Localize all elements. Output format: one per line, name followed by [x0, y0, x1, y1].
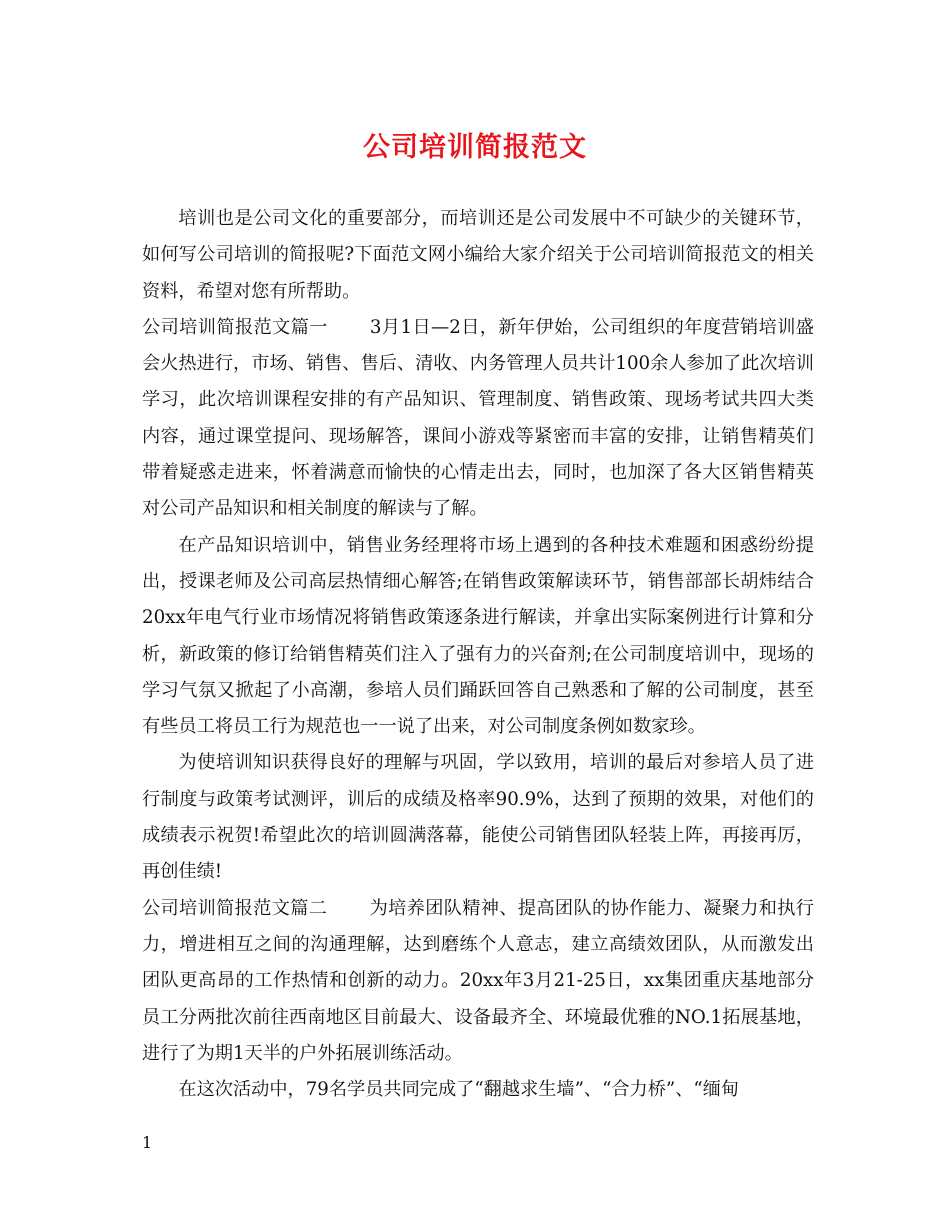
section-two-text: 为培养团队精神、提高团队的协作能力、凝聚力和执行力，增进相互之间的沟通理解，达到磨练个人意志，建立高绩效团队，从而激发出团队更高昂的工作热情和创新的动力。20xx年3月21-25日，xx集团重庆基地部分员工分两批次前往西南地区目前最大、设备最齐全、环境最优雅的NO.1拓展基地，进行了为期1天半的户外拓展训练活动。: [142, 897, 814, 1064]
section-two-heading: 公司培训简报范文篇二: [142, 897, 328, 919]
section-two-paragraph: [142, 891, 814, 1072]
document-title: 公司培训简报范文: [363, 132, 587, 163]
product-training-paragraph: 在产品知识培训中，销售业务经理将市场上遇到的各种技术难题和困惑纷纷提出，授课老师及公司高层热情细心解答;在销售政策解读环节，销售部部长胡炜结合20xx年电气行业市场情况将销售政策逐条进行解读，并拿出实际案例进行计算和分析，新政策的修订给销售精英们注入了强有力的兴奋剂;在公司制度培训中，现场的学习气氛又掀起了小高潮，参培人员们踊跃回答自己熟悉和了解的公司制度，甚至有些员工将员工行为规范也一一说了出来，对公司制度条例如数家珍。: [142, 534, 814, 738]
section-one-heading: 公司培训简报范文篇一: [142, 316, 328, 338]
page-number: 1: [142, 1133, 153, 1152]
intro-paragraph: 培训也是公司文化的重要部分，而培训还是公司发展中不可缺少的关键环节，如何写公司培训的简报呢?下面范文网小编给大家介绍关于公司培训简报范文的相关资料，希望对您有所帮助。: [142, 208, 814, 302]
section-one-paragraph: [142, 310, 814, 528]
exam-result-paragraph: 为使培训知识获得良好的理解与巩固，学以致用，培训的最后对参培人员了进行制度与政策考试测评，训后的成绩及格率90.9%，达到了预期的效果，对他们的成绩表示祝贺!希望此次的培训圆满落幕，能使公司销售团队轻装上阵，再接再厉，再创佳绩!: [142, 752, 814, 883]
activity-paragraph: 在这次活动中，79名学员共同完成了“翻越求生墙”、“合力桥”、“缅甸: [178, 1079, 740, 1101]
section-one-text: 3月1日—2日，新年伊始，公司组织的年度营销培训盛会火热进行，市场、销售、售后、清收、内务管理人员共计100余人参加了此次培训学习，此次培训课程安排的有产品知识、管理制度、销售政策、现场考试共四大类内容，通过课堂提问、现场解答，课间小游戏等紧密而丰富的安排，让销售精英们带着疑惑走进来，怀着满意而愉快的心情走出去，同时，也加深了各大区销售精英对公司产品知识和相关制度的解读与了解。: [142, 316, 814, 520]
document-body: [142, 201, 814, 1108]
